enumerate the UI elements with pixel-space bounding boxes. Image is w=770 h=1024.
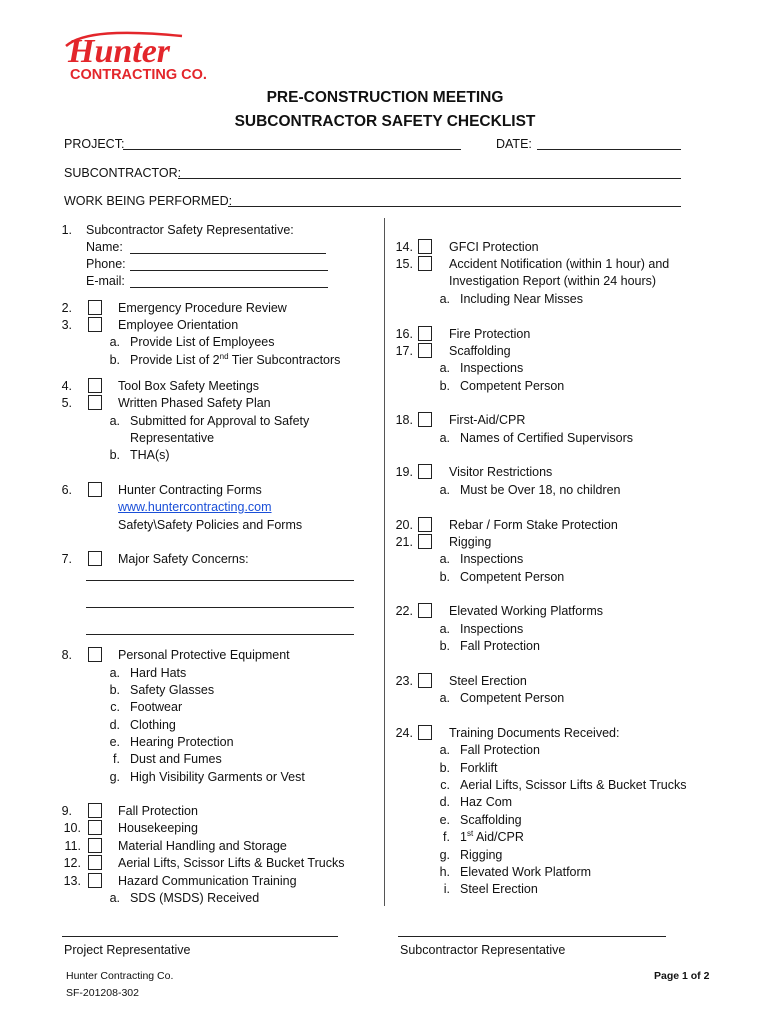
item-16-label: Fire Protection <box>449 327 531 341</box>
rep-name-field[interactable] <box>130 253 326 254</box>
sub-letter: b. <box>439 379 450 393</box>
item-number: 19. <box>395 465 413 479</box>
item-23-label: Steel Erection <box>449 674 527 688</box>
rep-name-label: Name: <box>86 240 123 254</box>
column-divider <box>384 218 385 906</box>
date-label: DATE: <box>496 137 532 151</box>
item-10-label: Housekeeping <box>118 821 198 835</box>
training-doc-item: Elevated Work Platform <box>460 865 592 879</box>
sub-letter: h. <box>439 865 450 879</box>
item-9-label: Fall Protection <box>118 804 198 818</box>
training-doc-item: Rigging <box>460 848 503 862</box>
item-17-checkbox[interactable] <box>418 343 432 358</box>
sub-letter: a. <box>439 431 450 445</box>
item-24-checkbox[interactable] <box>418 725 432 740</box>
item-18-label: First-Aid/CPR <box>449 413 526 427</box>
item-18-checkbox[interactable] <box>418 412 432 427</box>
item-5-checkbox[interactable] <box>88 395 102 410</box>
item-15-label-cont: Investigation Report (within 24 hours) <box>449 274 657 288</box>
item-4-label: Tool Box Safety Meetings <box>118 379 260 393</box>
page-title-line2: SUBCONTRACTOR SAFETY CHECKLIST <box>234 113 536 130</box>
item-22b-text: Fall Protection <box>460 639 540 653</box>
item-number: 20. <box>395 518 413 532</box>
sub-letter: a. <box>439 552 450 566</box>
ppe-item: High Visibility Garments or Vest <box>130 770 305 784</box>
training-doc-item: Fall Protection <box>460 743 540 757</box>
item-number: 1. <box>61 223 72 237</box>
sub-letter: e. <box>109 735 120 749</box>
website-link[interactable]: www.huntercontracting.com <box>118 500 272 514</box>
sub-letter: b. <box>439 639 450 653</box>
item-17a-text: Inspections <box>460 361 524 375</box>
item-number: 22. <box>395 604 413 618</box>
project-rep-signature-line[interactable] <box>62 936 338 937</box>
item-12-label: Aerial Lifts, Scissor Lifts & Bucket Trucks <box>118 856 345 870</box>
sub-letter: b. <box>109 448 120 462</box>
item-20-label: Rebar / Form Stake Protection <box>449 518 618 532</box>
sub-letter: g. <box>109 770 120 784</box>
rep-phone-label: Phone: <box>86 257 126 271</box>
item-12-checkbox[interactable] <box>88 855 102 870</box>
project-label: PROJECT: <box>64 137 125 151</box>
sub-letter: a. <box>439 743 450 757</box>
item-15-label: Accident Notification (within 1 hour) and <box>449 257 670 271</box>
ppe-item: Hard Hats <box>130 666 187 680</box>
item-18a-text: Names of Certified Supervisors <box>460 431 633 445</box>
work-field[interactable] <box>228 206 681 207</box>
subcontractor-field[interactable] <box>178 178 681 179</box>
item-2-label: Emergency Procedure Review <box>118 301 287 315</box>
forms-path: Safety\Safety Policies and Forms <box>118 518 303 532</box>
sub-letter: d. <box>109 718 120 732</box>
ppe-item: Footwear <box>130 700 183 714</box>
item-11-checkbox[interactable] <box>88 838 102 853</box>
item-23-checkbox[interactable] <box>418 673 432 688</box>
sub-letter: d. <box>439 795 450 809</box>
item-13-label: Hazard Communication Training <box>118 874 297 888</box>
sub-letter: a. <box>439 361 450 375</box>
item-3a-text: Provide List of Employees <box>130 335 275 349</box>
item-16-checkbox[interactable] <box>418 326 432 341</box>
sub-letter: a. <box>109 666 120 680</box>
footer-form-id: SF-201208-302 <box>66 987 139 999</box>
ppe-item: Clothing <box>130 718 176 732</box>
sub-rep-signature-line[interactable] <box>398 936 666 937</box>
training-doc-item: Scaffolding <box>460 813 522 827</box>
ppe-item: Hearing Protection <box>130 735 234 749</box>
sub-letter: c. <box>110 700 120 714</box>
item-21a-text: Inspections <box>460 552 524 566</box>
logo-word: Hunter <box>68 33 171 70</box>
concerns-line-2[interactable] <box>86 607 354 608</box>
item-number: 3. <box>61 318 72 332</box>
item-13-checkbox[interactable] <box>88 873 102 888</box>
company-logo <box>62 24 212 84</box>
item-6-checkbox[interactable] <box>88 482 102 497</box>
item-10-checkbox[interactable] <box>88 820 102 835</box>
item-5a-text: Submitted for Approval to Safety <box>130 414 310 428</box>
rep-email-field[interactable] <box>130 287 328 288</box>
item-7-label: Major Safety Concerns: <box>118 552 249 566</box>
ppe-item: Dust and Fumes <box>130 752 222 766</box>
work-label: WORK BEING PERFORMED: <box>64 194 233 208</box>
item-6-label: Hunter Contracting Forms <box>118 483 262 497</box>
training-doc-item: Forklift <box>460 761 498 775</box>
project-field[interactable] <box>123 149 461 150</box>
training-doc-item: Aerial Lifts, Scissor Lifts & Bucket Trucks <box>460 778 687 792</box>
item-8-label: Personal Protective Equipment <box>118 648 290 662</box>
training-doc-item: Steel Erection <box>460 882 538 896</box>
item-14-checkbox[interactable] <box>418 239 432 254</box>
item-19-checkbox[interactable] <box>418 464 432 479</box>
item-15a-text: Including Near Misses <box>460 292 583 306</box>
item-21-label: Rigging <box>449 535 492 549</box>
item-21-checkbox[interactable] <box>418 534 432 549</box>
hunter-logo-icon <box>62 24 212 84</box>
item-number: 5. <box>61 396 72 410</box>
ppe-item: Safety Glasses <box>130 683 215 697</box>
item-number: 6. <box>61 483 72 497</box>
sub-letter: b. <box>439 761 450 775</box>
item-9-checkbox[interactable] <box>88 803 102 818</box>
item-5b-text: THA(s) <box>130 448 170 462</box>
sub-letter: a. <box>439 292 450 306</box>
project-rep-label: Project Representative <box>64 943 191 957</box>
item-number: 9. <box>61 804 72 818</box>
item-number: 2. <box>61 301 72 315</box>
sub-letter: g. <box>439 848 450 862</box>
item-number: 4. <box>61 379 72 393</box>
item-22-label: Elevated Working Platforms <box>449 604 603 618</box>
item-number: 21. <box>395 535 413 549</box>
sub-letter: e. <box>439 813 450 827</box>
item-19a-text: Must be Over 18, no children <box>460 483 621 497</box>
sub-letter: c. <box>440 778 450 792</box>
item-number: 15. <box>395 257 413 271</box>
sub-letter: a. <box>439 483 450 497</box>
sub-letter: a. <box>439 622 450 636</box>
item-21b-text: Competent Person <box>460 570 565 584</box>
item-23a-text: Competent Person <box>460 691 565 705</box>
sub-rep-label: Subcontractor Representative <box>400 943 566 957</box>
item-19-label: Visitor Restrictions <box>449 465 553 479</box>
sub-letter: a. <box>109 414 120 428</box>
rep-email-label: E-mail: <box>86 274 125 288</box>
concerns-line-3[interactable] <box>86 634 354 635</box>
concerns-line-1[interactable] <box>86 580 354 581</box>
date-field[interactable] <box>537 149 681 150</box>
item-8-checkbox[interactable] <box>88 647 102 662</box>
sub-letter: a. <box>439 691 450 705</box>
item-20-checkbox[interactable] <box>418 517 432 532</box>
sub-letter: b. <box>109 353 120 367</box>
item-1-label: Subcontractor Safety Representative: <box>86 223 294 237</box>
item-3-label: Employee Orientation <box>118 318 239 332</box>
item-number: 7. <box>61 552 72 566</box>
item-number: 8. <box>61 648 72 662</box>
sub-letter: f. <box>443 830 450 844</box>
item-2-checkbox[interactable] <box>88 300 102 315</box>
item-7-checkbox[interactable] <box>88 551 102 566</box>
rep-phone-field[interactable] <box>130 270 328 271</box>
item-number: 16. <box>395 327 413 341</box>
item-number: 10. <box>63 821 81 835</box>
sub-letter: f. <box>113 752 120 766</box>
item-number: 18. <box>395 413 413 427</box>
item-3-checkbox[interactable] <box>88 317 102 332</box>
item-3b-text: Provide List of 2nd Tier Subcontractors <box>130 351 341 367</box>
item-number: 23. <box>395 674 413 688</box>
item-24-label: Training Documents Received: <box>449 726 620 740</box>
item-number: 14. <box>395 240 413 254</box>
training-doc-item: Haz Com <box>460 795 513 809</box>
sub-letter: a. <box>109 891 120 905</box>
subcontractor-label: SUBCONTRACTOR: <box>64 166 182 180</box>
item-13a-text: SDS (MSDS) Received <box>130 891 260 905</box>
item-4-checkbox[interactable] <box>88 378 102 393</box>
item-22a-text: Inspections <box>460 622 524 636</box>
item-5-label: Written Phased Safety Plan <box>118 396 271 410</box>
page-title-line1: PRE-CONSTRUCTION MEETING <box>266 89 504 106</box>
logo-subtitle: CONTRACTING CO. <box>70 67 207 83</box>
page-number: Page 1 of 2 <box>654 970 710 982</box>
item-17b-text: Competent Person <box>460 379 565 393</box>
sub-letter: b. <box>109 683 120 697</box>
item-number: 17. <box>395 344 413 358</box>
item-number: 24. <box>395 726 413 740</box>
sub-letter: a. <box>109 335 120 349</box>
item-15-checkbox[interactable] <box>418 256 432 271</box>
item-22-checkbox[interactable] <box>418 603 432 618</box>
sub-letter: b. <box>439 570 450 584</box>
item-number: 12. <box>63 856 81 870</box>
footer-company: Hunter Contracting Co. <box>66 970 174 982</box>
item-17-label: Scaffolding <box>449 344 511 358</box>
item-5a-text-cont: Representative <box>130 431 215 445</box>
item-number: 11. <box>64 839 81 853</box>
item-14-label: GFCI Protection <box>449 240 539 254</box>
training-doc-item: 1st Aid/CPR <box>460 828 524 844</box>
item-number: 13. <box>63 874 81 888</box>
sub-letter: i. <box>443 882 450 896</box>
item-11-label: Material Handling and Storage <box>118 839 287 853</box>
